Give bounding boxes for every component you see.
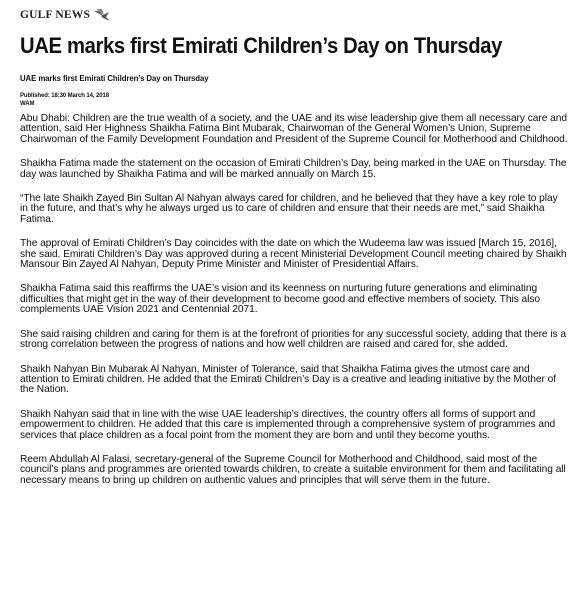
paragraph: She said raising children and caring for them is at the forefront of priorities for any successful society, adding that there is a strong correlation between the progress of nations and how well children are raised and cared for, she added. (20, 328, 566, 351)
article-headline: UAE marks first Emirati Children’s Day on Thursday (20, 33, 503, 58)
published-timestamp: Published: 18:30 March 14, 2018 (20, 93, 109, 99)
paragraph: Shaikha Fatima said this reaffirms the UAE’s vision and its keenness on nurturing future generations and eliminating difficulties that might get in the way of their development to become good and effective members of society. This also complements UAE Vision 2021 and Centennial 2071. (20, 283, 540, 316)
paragraph: The approval of Emirati Children’s Day coincides with the date on which the Wudeema law was issued [March 15, 2016], she said. Emirati Children’s Day was approved during a recent Ministerial Development Council meeting chaired by Shaikh Mansour Bin Zayed Al Nahyan, Deputy Prime Minister and Minister of Presidential Affairs. (20, 238, 567, 271)
falcon-icon (93, 8, 111, 22)
article-body (20, 114, 568, 500)
article-subheadline: UAE marks first Emirati Children’s Day on Thursday (20, 73, 209, 83)
article-meta (20, 93, 109, 108)
article-source: WAM (20, 100, 35, 107)
paragraph: Reem Abdullah Al Falasi, secretary-general of the Supreme Council for Motherhood and Childhood, said most of the council’s plans and programmes are oriented towards children, to create a suitable environment for them and facilitating all necessary means to bring up children on authentic values and principles that will serve them in the future. (20, 453, 566, 486)
paragraph: “The late Shaikh Zayed Bin Sultan Al Nahyan always cared for children, and he believed that they have a key role to play in the future, and that’s why he always urged us to care of children and ensure that their needs are met,” said Shaikha Fatima. (20, 193, 558, 225)
brand-name: GULF NEWS (20, 9, 91, 21)
paragraph: Abu Dhabi: Children are the true wealth of a society, and the UAE and its wise leadership give them all necessary care and attention, said Her Highness Shaikha Fatima Bint Mubarak, Chairwoman of the General Women’s Union, Supreme Chairwoman of the Family Development Foundation and President of the Supreme Council for Motherhood and Childhood. (20, 113, 568, 145)
paragraph: Shaikh Nahyan Bin Mubarak Al Nahyan, Minister of Tolerance, said that Shaikha Fatima gives the utmost care and attention to Emirati children. He added that the Emirati Children’s Day is a creative and leading initiative by the Mother of the Nation. (20, 363, 557, 396)
paragraph: Shaikh Nahyan said that in line with the wise UAE leadership’s directives, the country offers all forms of support and empowerment to children. He added that this care is implemented through a comprehensive system of programmes and services that place children as a focal point from the moment they are born and until they become youths. (20, 408, 556, 441)
paragraph: Shaikha Fatima made the statement on the occasion of Emirati Children’s Day, being marked in the UAE on Thursday. The day was launched by Shaikha Fatima and will be marked annually on March 15. (20, 158, 567, 180)
masthead (20, 8, 111, 22)
